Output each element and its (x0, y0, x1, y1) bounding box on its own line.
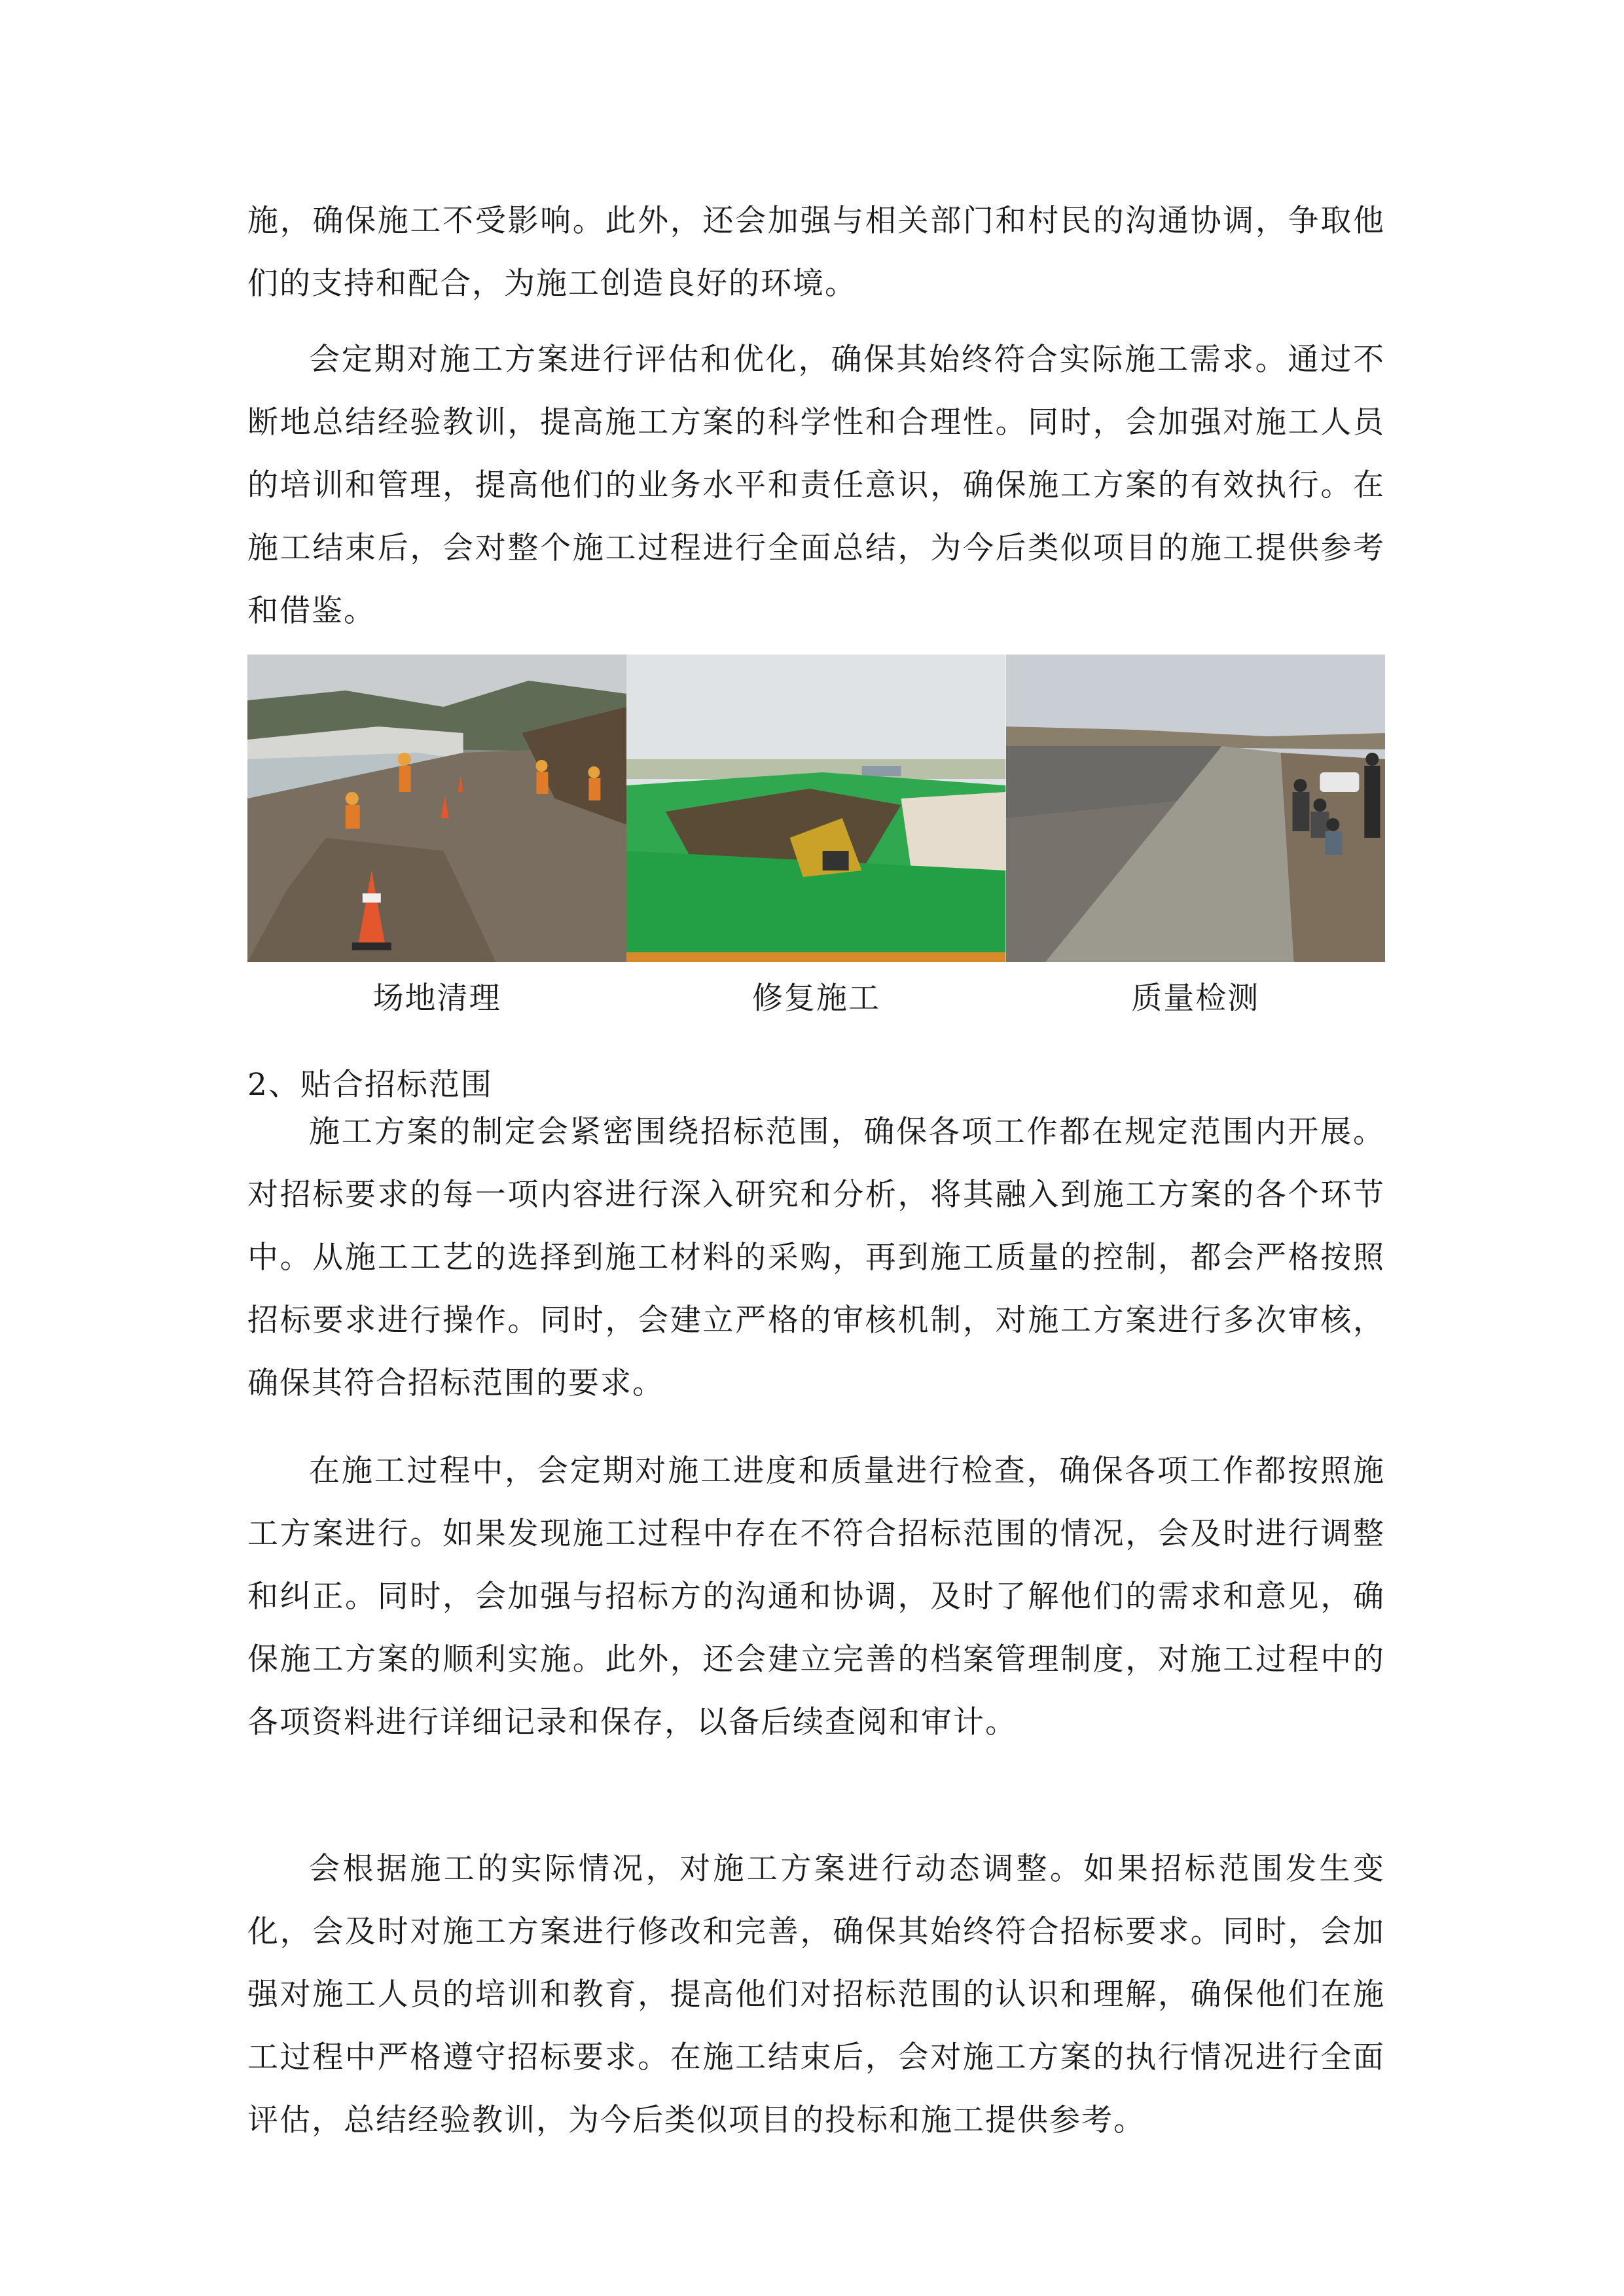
site-clearing-image (247, 655, 626, 962)
photo-captions (247, 967, 1385, 1030)
photo-site-clearing (247, 655, 626, 962)
section-heading: 2、贴合招标范围 (247, 1067, 493, 1103)
photo-quality-inspection (1006, 655, 1385, 962)
caption-repair-construction: 修复施工 (751, 980, 880, 1016)
photo-repair-construction (626, 655, 1005, 962)
caption-site-clearing: 场地清理 (372, 980, 501, 1016)
photo-strip (247, 655, 1385, 962)
paragraph-plan-optimization: 会定期对施工方案进行评估和优化，确保其始终符合实际施工需求。通过不断地总结经验教训，提高施工方案的科学性和合理性。同时，会加强对施工人员的培训和管理，提高他们的业务水平和责任意识，确保施工方案的有效执行。在施工结束后，会对整个施工过程进行全面总结，为今后类似项目的施工提供参考和借鉴。 (247, 342, 1385, 629)
paragraph-progress-check: 在施工过程中，会定期对施工进度和质量进行检查，确保各项工作都按照施工方案进行。如果发现施工过程中存在不符合招标范围的情况，会及时进行调整和纠正。同时，会加强与招标方的沟通和协调，及时了解他们的需求和意见，确保施工方案的顺利实施。此外，还会建立完善的档案管理制度，对施工过程中的各项资料进行详细记录和保存，以备后续查阅和审计。 (247, 1453, 1385, 1740)
paragraph-scope-alignment: 施工方案的制定会紧密围绕招标范围，确保各项工作都在规定范围内开展。对招标要求的每一项内容进行深入研究和分析，将其融入到施工方案的各个环节中。从施工工艺的选择到施工材料的采购，再到施工质量的控制，都会严格按照招标要求进行操作。同时，会建立严格的审核机制，对施工方案进行多次审核，确保其符合招标范围的要求。 (247, 1114, 1385, 1401)
repair-construction-image (626, 655, 1005, 962)
paragraph-continuation: 施，确保施工不受影响。此外，还会加强与相关部门和村民的沟通协调，争取他们的支持和配合，为施工创造良好的环境。 (247, 203, 1385, 302)
caption-quality-inspection: 质量检测 (1131, 980, 1260, 1016)
quality-inspection-image (1006, 655, 1385, 962)
paragraph-dynamic-adjustment: 会根据施工的实际情况，对施工方案进行动态调整。如果招标范围发生变化，会及时对施工方案进行修改和完善，确保其始终符合招标要求。同时，会加强对施工人员的培训和教育，提高他们对招标范围的认识和理解，确保他们在施工过程中严格遵守招标要求。在施工结束后，会对施工方案的执行情况进行全面评估，总结经验教训，为今后类似项目的投标和施工提供参考。 (247, 1851, 1385, 2138)
